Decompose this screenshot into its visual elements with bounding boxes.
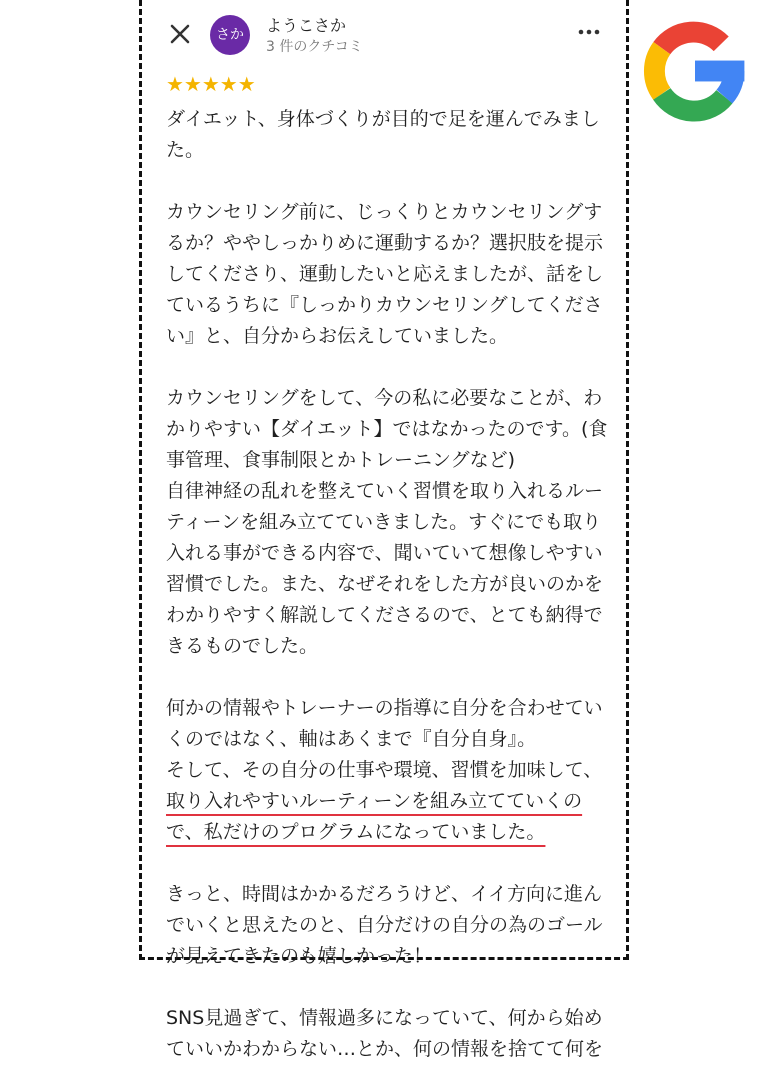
google-logo (638, 14, 752, 128)
reviewer-name[interactable]: ようこさか (266, 16, 347, 35)
avatar[interactable]: さか (210, 15, 250, 55)
review-paragraph: カウンセリングをして、今の私に必要なことが、わかりやすい【ダイエット】ではなかったのです。(食事管理、食事制限とかトレーニングなど) (166, 387, 608, 471)
review-header (142, 0, 626, 64)
review-paragraph: きっと、時間はかかるだろうけど、イイ方向に進んでいくと思えたのと、自分だけの自分の為のゴールが見えてきたのも嬉しかった！ (166, 883, 603, 967)
review-panel (139, 0, 629, 1060)
star-rating: ★★★★★ (166, 72, 256, 96)
review-paragraph: 何かの情報やトレーナーの指導に自分を合わせていくのではなく、軸はあくまで『自分自身』。 (166, 697, 603, 750)
review-paragraph: カウンセリング前に、じっくりとカウンセリングするか？ややしっかりめに運動するか？選択肢を提示してくださり、運動したいと応えましたが、話をしているうちに『しっかりカウンセリングしてください』と、自分からお伝えしていました。 (166, 201, 604, 347)
highlighted-text: 取り入れやすいルーティーンを組み立てていくので、私だけのプログラムになっていました。 (166, 790, 583, 843)
review-text (166, 104, 616, 1065)
review-text-plain: そして、その自分の仕事や環境、習慣を加味して、 (166, 759, 603, 781)
close-icon (166, 20, 194, 48)
review-paragraph: SNS見過ぎて、情報過多になっていて、何から始めていいかわからない…とか、何の情報を捨てて何を (166, 1007, 604, 1060)
review-paragraph: 自律神経の乱れを整えていく習慣を取り入れるルーティーンを組み立てていきました。すぐにでも取り入れる事ができる内容で、聞いていて想像しやすい習慣でした。また、なぜそれをした方が良いのかをわかりやすく解説してくださるので、とても納得できるものでした。 (166, 480, 604, 657)
review-paragraph: ダイエット、身体づくりが目的で足を運んでみました。 (166, 108, 600, 161)
review-paragraph (166, 755, 616, 848)
review-count: 3 件のクチコミ (266, 39, 363, 55)
close-button[interactable] (166, 20, 194, 48)
more-vertical-icon (576, 19, 602, 45)
more-options-button[interactable] (576, 19, 602, 45)
